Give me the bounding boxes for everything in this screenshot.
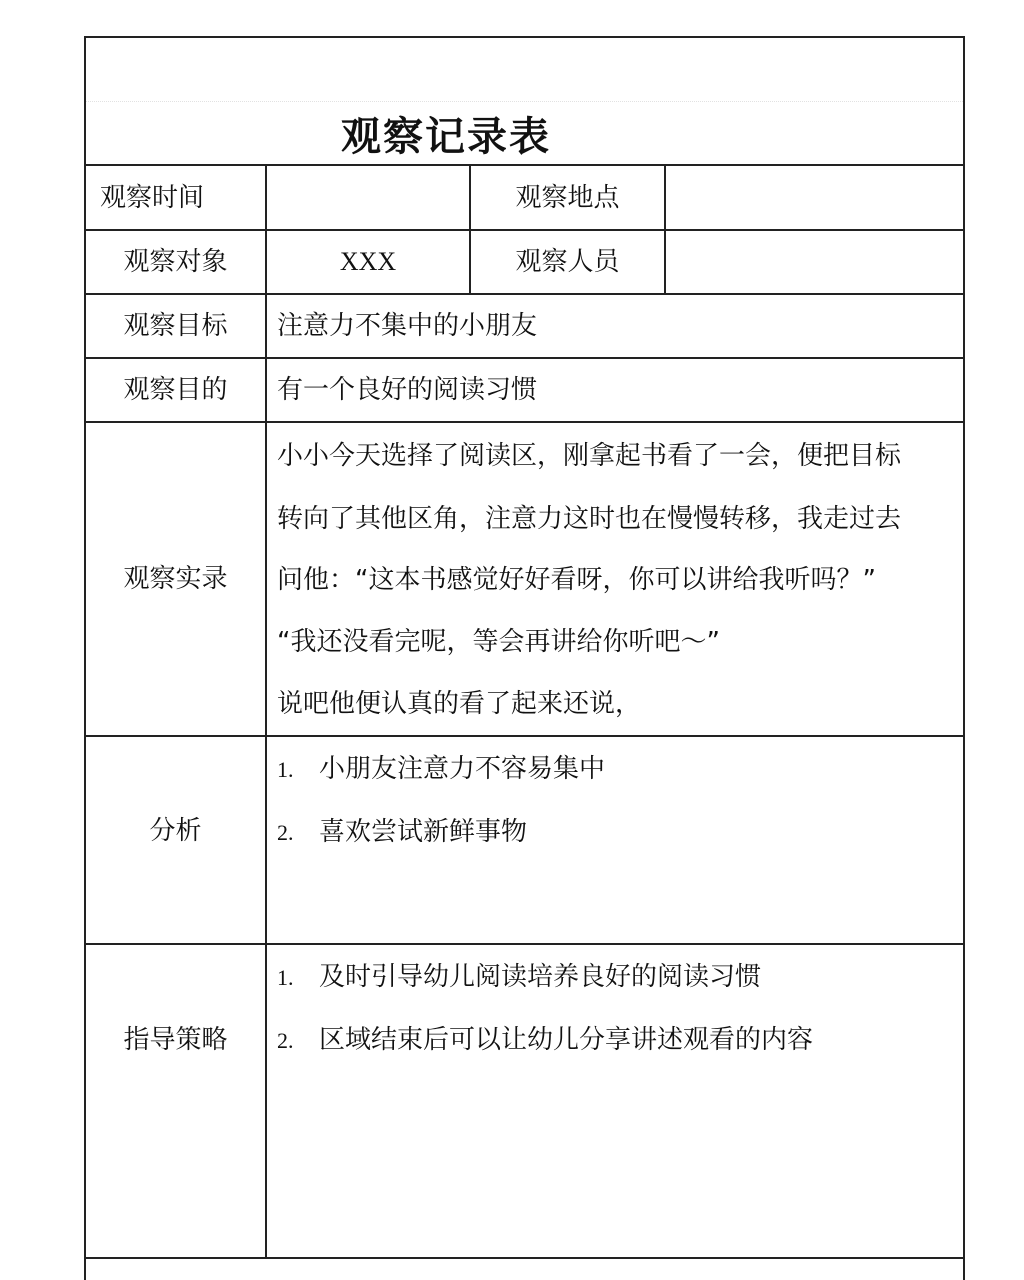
- list-number: 1.: [277, 757, 294, 782]
- strategy-text: 区域结束后可以让幼儿分享讲述观看的内容: [319, 1025, 814, 1055]
- form-title: 观察记录表: [341, 113, 551, 160]
- strategy-item: [277, 1027, 813, 1053]
- record-line: 转向了其他区角，注意力这时也在慢慢转移，我走过去: [277, 504, 902, 534]
- label-observation-record: 观察实录: [123, 564, 228, 594]
- analysis-item: [277, 756, 605, 782]
- observation-purpose-value[interactable]: 有一个良好的阅读习惯: [277, 375, 538, 405]
- strategy-item: [277, 964, 761, 990]
- label-observer: 观察人员: [515, 247, 620, 277]
- record-line: “我还没看完呢，等会再讲给你听吧～”: [277, 627, 720, 657]
- label-observation-purpose: 观察目的: [123, 375, 228, 405]
- record-line: 说吧他便认真的看了起来还说，: [277, 689, 642, 719]
- observation-target-value[interactable]: 注意力不集中的小朋友: [277, 311, 538, 341]
- label-observation-location: 观察地点: [515, 182, 620, 213]
- label-observation-time: 观察时间: [100, 182, 205, 213]
- label-observation-target: 观察目标: [123, 311, 228, 341]
- analysis-text: 喜欢尝试新鲜事物: [319, 817, 528, 847]
- column-divider: [265, 164, 267, 1259]
- analysis-item: [277, 819, 527, 845]
- list-number: 2.: [277, 1028, 294, 1053]
- analysis-text: 小朋友注意力不容易集中: [319, 754, 606, 784]
- observer-value[interactable]: [666, 231, 963, 293]
- observation-time-value[interactable]: [267, 166, 469, 229]
- label-guidance-strategy: 指导策略: [123, 1025, 228, 1055]
- row-divider: [84, 1257, 965, 1259]
- strategy-text: 及时引导幼儿阅读培养良好的阅读习惯: [319, 962, 762, 992]
- label-analysis: 分析: [149, 816, 202, 846]
- record-line: 问他：“这本书感觉好好看呀，你可以讲给我听吗？”: [277, 565, 876, 595]
- observation-subject-value[interactable]: XXX: [339, 247, 397, 276]
- observation-location-value[interactable]: [666, 166, 963, 229]
- list-number: 2.: [277, 820, 294, 845]
- list-number: 1.: [277, 965, 294, 990]
- record-line: 小小今天选择了阅读区，刚拿起书看了一会，便把目标: [277, 441, 902, 471]
- label-observation-subject: 观察对象: [123, 247, 228, 277]
